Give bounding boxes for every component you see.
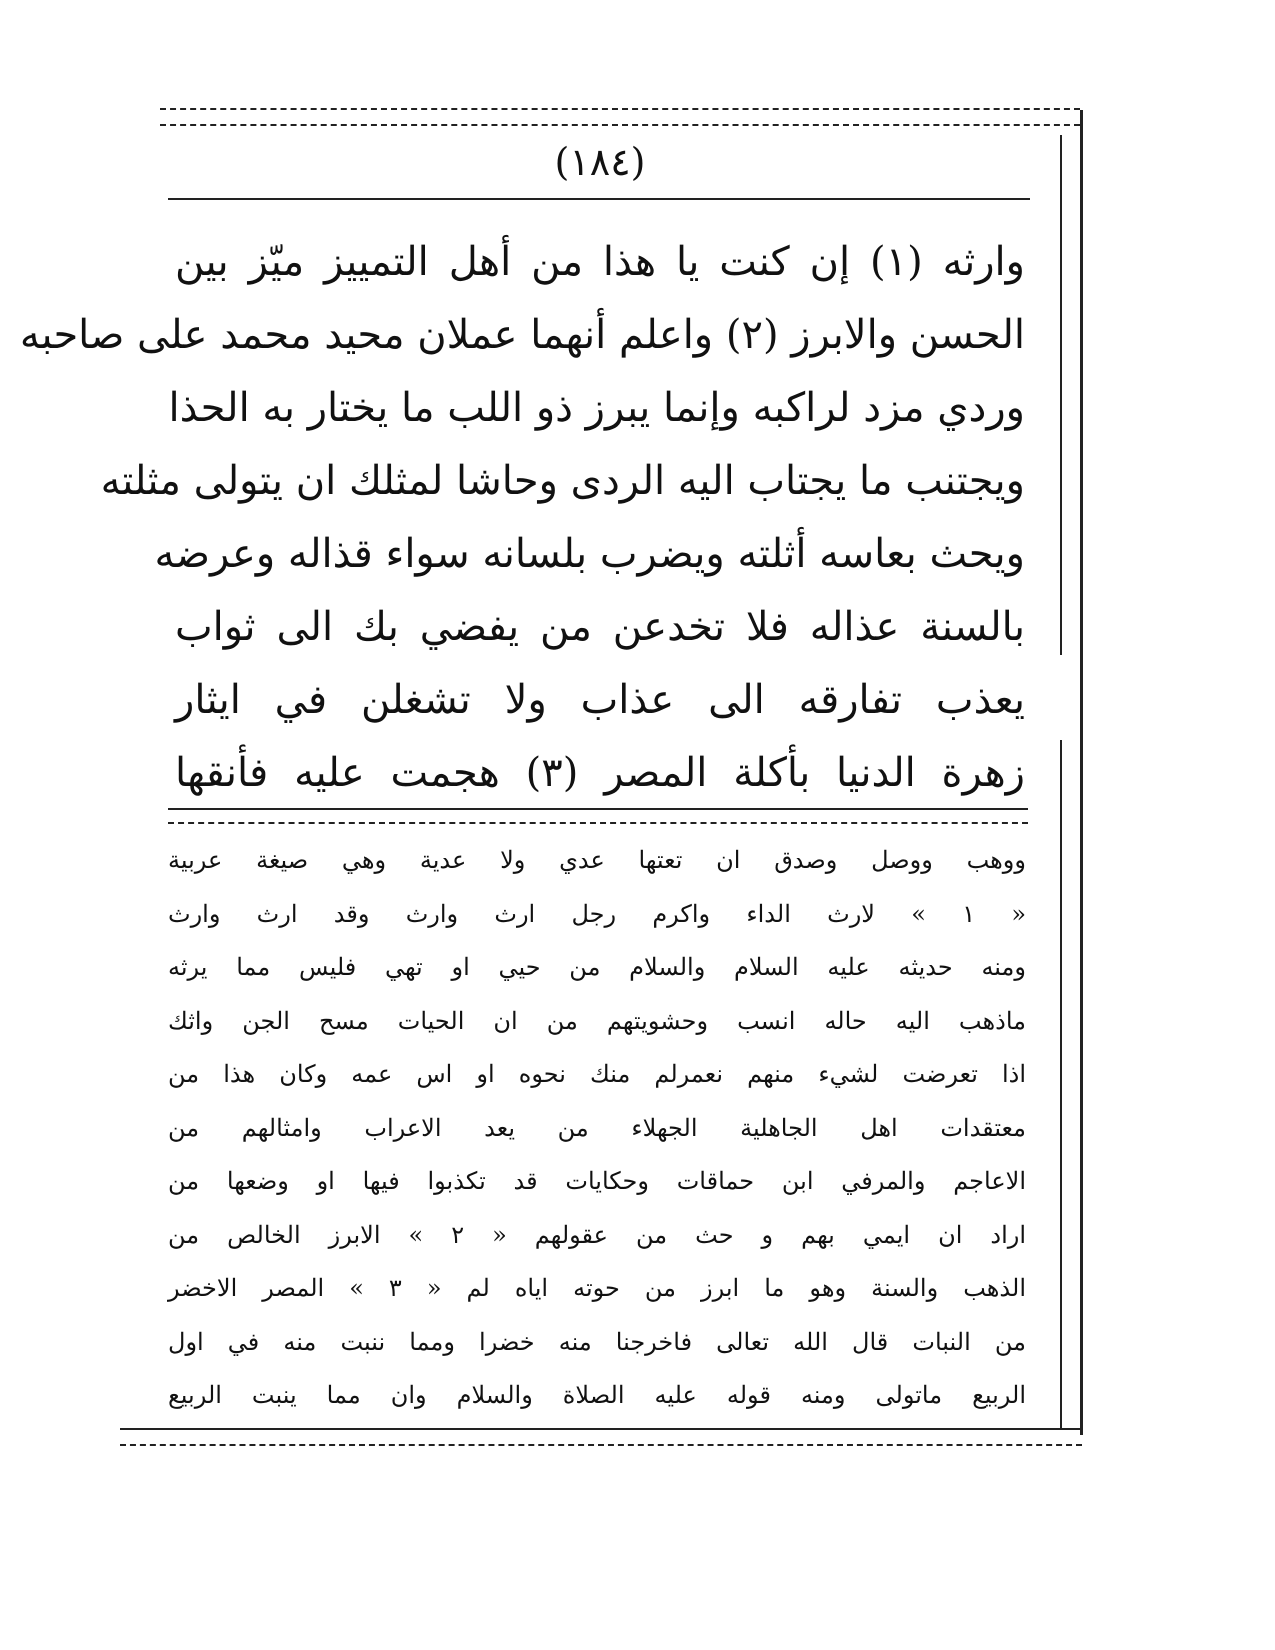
footnote-line: الذهب والسنة وهو ما ابرز من حوته اياه لم « ٣ » المصر الاخضر	[168, 1274, 1026, 1302]
header-rule-top	[160, 108, 1080, 110]
page-number: (١٨٤)	[554, 140, 646, 184]
footnotes	[168, 834, 1026, 1423]
footnote-line: ومنه حديثه عليه السلام والسلام من حيي او تهي فليس مما يرثه	[168, 953, 1026, 981]
main-text-line: الحسن والابرز (٢) واعلم أنهما عملان محيد محمد على صاحبه	[19, 312, 1025, 358]
footer-rule-dashed	[120, 1444, 1082, 1446]
page-number-rule	[168, 198, 1030, 200]
footnote-line: « ١ » لارث الداء واكرم رجل ارث وارث وقد ارث وارث	[168, 899, 1027, 928]
footnote-line: معتقدات اهل الجاهلية الجهلاء من يعد الاعراب وامثالهم من	[168, 1113, 1026, 1142]
main-text-line: ويحث بعاسه أثلته ويضرب بلسانه سواء قذاله وعرضه	[154, 531, 1025, 577]
footnote-line: ووهب ووصل وصدق ان تعتها عدي ولا عدية وهي صيغة عربية	[168, 846, 1026, 874]
main-text	[19, 226, 1025, 810]
footnote-line: ماذهب اليه حاله انسب وحشويتهم من ان الحيات مسح الجن واثك	[168, 1006, 1026, 1035]
main-text-line: وردي مزد لراكبه وإنما يبرز ذو اللب ما يختار به الحذا	[168, 385, 1025, 431]
main-text-line: بالسنة عذاله فلا تخدعن من يفضي بك الى ثواب	[175, 604, 1025, 650]
main-text-line: يعذب تفارقه الى عذاب ولا تشغلن في ايثار	[175, 677, 1025, 723]
right-border-line-inner-lower	[1060, 740, 1062, 1430]
footnote-line: اراد ان ايمي بهم و حث من عقولهم « ٢ » الابرز الخالص من	[168, 1220, 1026, 1249]
main-text-line: وارثه (١) إن كنت يا هذا من أهل التمييز ميّز بين	[175, 239, 1025, 285]
footnote-separator-dashed	[168, 822, 1028, 824]
main-text-line: ويجتنب ما يجتاب اليه الردى وحاشا لمثلك ان يتولى مثلته	[100, 458, 1025, 504]
footnote-line: الاعاجم والمرفي ابن حماقات وحكايات قد تكذبوا فيها او وضعها من	[168, 1167, 1026, 1195]
right-border-line-inner	[1060, 135, 1062, 655]
footnote-line: الربيع ماتولى ومنه قوله عليه الصلاة والسلام وان مما ينبت الربيع	[168, 1381, 1026, 1409]
footnote-separator	[168, 808, 1028, 810]
footnote-line: من النبات قال الله تعالى فاخرجنا منه خضرا ومما ننبت منه في اول	[168, 1327, 1026, 1356]
footnote-line: اذا تعرضت لشيء منهم نعمرلم منك نحوه او اس عمه وكان هذا من	[168, 1060, 1026, 1088]
footer-rule	[120, 1428, 1082, 1430]
main-text-line: زهرة الدنيا بأكلة المصر (٣) هجمت عليه فأنقها	[175, 750, 1025, 796]
header-rule-second	[160, 124, 1080, 126]
right-border-line	[1080, 110, 1083, 1435]
